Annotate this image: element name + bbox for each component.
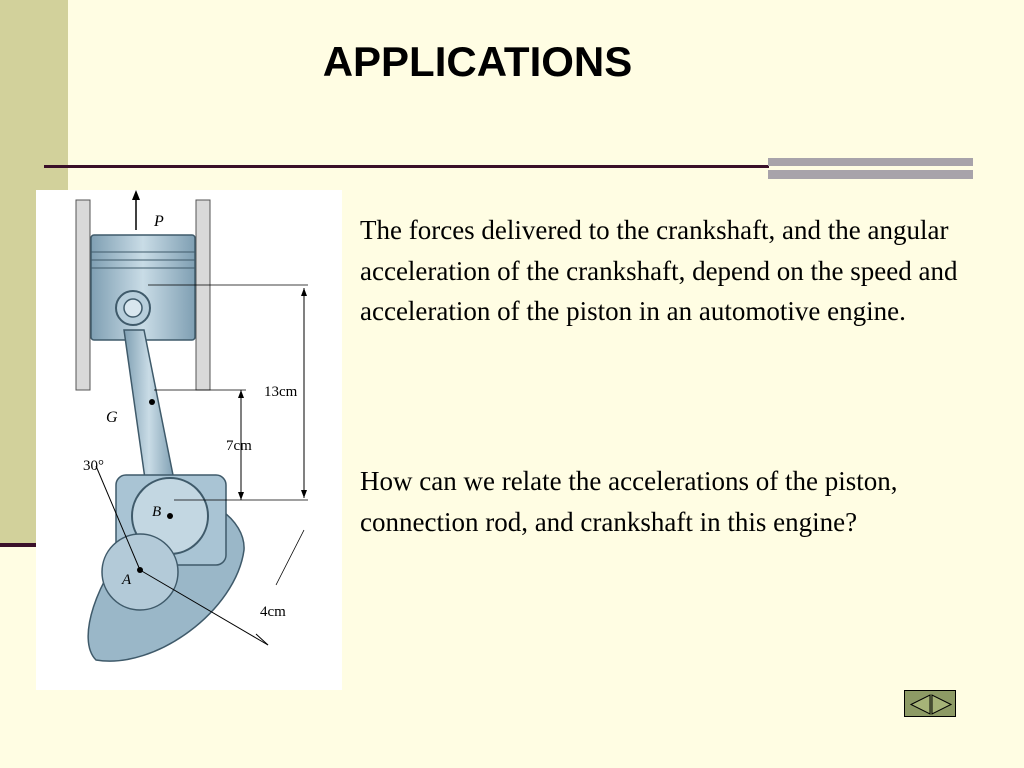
label-30deg: 30°	[83, 458, 104, 474]
prev-next-arrows-icon[interactable]	[905, 691, 957, 718]
label-7cm: 7cm	[226, 438, 252, 454]
next-arrow-icon[interactable]	[932, 695, 951, 714]
prev-arrow-icon[interactable]	[911, 695, 930, 714]
engine-figure	[36, 190, 342, 690]
point-g	[149, 399, 155, 405]
cylinder-wall-right	[196, 200, 210, 390]
nav-button[interactable]	[904, 690, 956, 717]
label-13cm: 13cm	[264, 384, 298, 400]
label-b: B	[152, 504, 162, 520]
title-rule	[44, 165, 769, 168]
piston	[91, 235, 195, 340]
cylinder-wall-left	[76, 200, 90, 390]
paragraph-question: How can we relate the accelerations of the piston, connection rod, and crankshaft in this engine?	[360, 466, 898, 537]
paragraph-forces: The forces delivered to the crankshaft, and the angular acceleration of the crankshaft, depend on the speed and acceleration of the piston in an automotive engine.	[360, 215, 958, 326]
piston-crank-diagram	[36, 190, 342, 690]
accent-bar-top	[768, 158, 973, 166]
label-p: P	[154, 213, 164, 230]
point-b	[167, 513, 173, 519]
label-g: G	[106, 409, 118, 426]
label-4cm: 4cm	[260, 604, 286, 620]
slide-title: APPLICATIONS	[322, 38, 633, 85]
side-divider	[0, 543, 36, 547]
label-a: A	[122, 572, 132, 588]
accent-bar-bottom	[768, 170, 973, 179]
connecting-rod	[124, 330, 174, 486]
force-arrow-head	[132, 190, 140, 200]
